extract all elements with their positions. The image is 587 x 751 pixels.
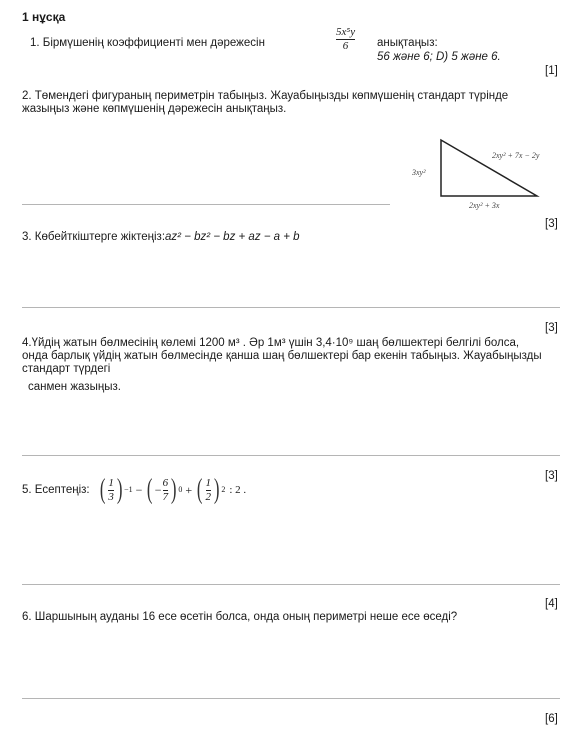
q5-plus: +: [185, 482, 193, 497]
q4-score: [3]: [545, 470, 558, 482]
q3-expression: az² − bz² − bz + az − a + b: [165, 231, 300, 243]
q5-f2-den: 7: [162, 490, 169, 503]
triangle-side-bottom: 2xy² + 3x: [469, 201, 500, 210]
q5-f1-num: 1: [108, 476, 114, 489]
q5-minus: −: [135, 482, 143, 497]
q1-answer: 56 және 6; D) 5 және 6.: [377, 51, 501, 63]
q1-score: [1]: [545, 65, 558, 77]
q1-frac-den: 6: [342, 40, 349, 52]
q1-text: 1. Бірмүшенің коэффициенті мен дәрежесін: [30, 37, 265, 49]
answer-line-q3: [22, 307, 560, 308]
q3-line: [22, 231, 300, 243]
answer-line-q2: [22, 204, 390, 205]
triangle-side-hyp: 2xy² + 7x − 2y: [492, 151, 540, 160]
q4-line3: стандарт түрдегі: [22, 363, 111, 375]
answer-line-q5: [22, 584, 560, 585]
q5-f1-den: 3: [108, 490, 114, 503]
triangle-side-left: 3xy²: [412, 168, 426, 177]
q5-expression: ( $\frac{1}{3}$ ) −1 − ( − $\frac{6}{7}$ ) 0 + ( $\frac{1}{2}$ ) 2 : 2 .: [99, 474, 247, 505]
q6-score-top: [4]: [545, 598, 558, 610]
q1-frac-num: 5x⁵y: [336, 26, 356, 38]
q4-line1: 4.Үйдің жатын бөлмесінің көлемі 1200 м³ . Әр 1м³ үшін 3,4·10⁹ шаң бөлшектері белгілі болса,: [22, 337, 520, 349]
q4-line2: онда барлық үйдің жатын бөлмесінде қанша шаң бөлшектері бар екенін табыңыз. Жауабыңызды: [22, 350, 542, 362]
answer-line-q6: [22, 698, 560, 699]
q6-score: [6]: [545, 713, 558, 725]
q5-f3-den: 2: [205, 490, 211, 503]
q2-line1: 2. Төмендегі фигураның периметрін табыңыз. Жауабыңызды көпмүшенің стандарт түрінде: [22, 90, 509, 102]
triangle-figure: [0, 0, 587, 220]
q5-f3-num: 1: [205, 476, 211, 489]
q5-label: 5. Есептеңіз:: [22, 484, 90, 496]
q3-text: 3. Көбейткіштерге жіктеңіз:: [22, 231, 166, 243]
q5-f2-num: 6: [162, 476, 169, 489]
page-title: 1 нұсқа: [22, 10, 66, 24]
q2-line2: жазыңыз және көпмүшенің дәрежесін анықтаңыз.: [22, 103, 287, 115]
answer-line-q4: [22, 455, 560, 456]
q2-score: [3]: [545, 218, 558, 230]
q4-score-top: [3]: [545, 322, 558, 334]
q6-text: 6. Шаршының ауданы 16 есе өсетін болса, онда оның периметрі неше есе өседі?: [22, 611, 458, 623]
q4-line4: санмен жазыңыз.: [28, 381, 121, 393]
q5-tail: : 2 .: [229, 484, 247, 496]
q1-tail: анықтаңыз:: [377, 37, 438, 49]
q5-f2-sign: −: [154, 482, 162, 497]
